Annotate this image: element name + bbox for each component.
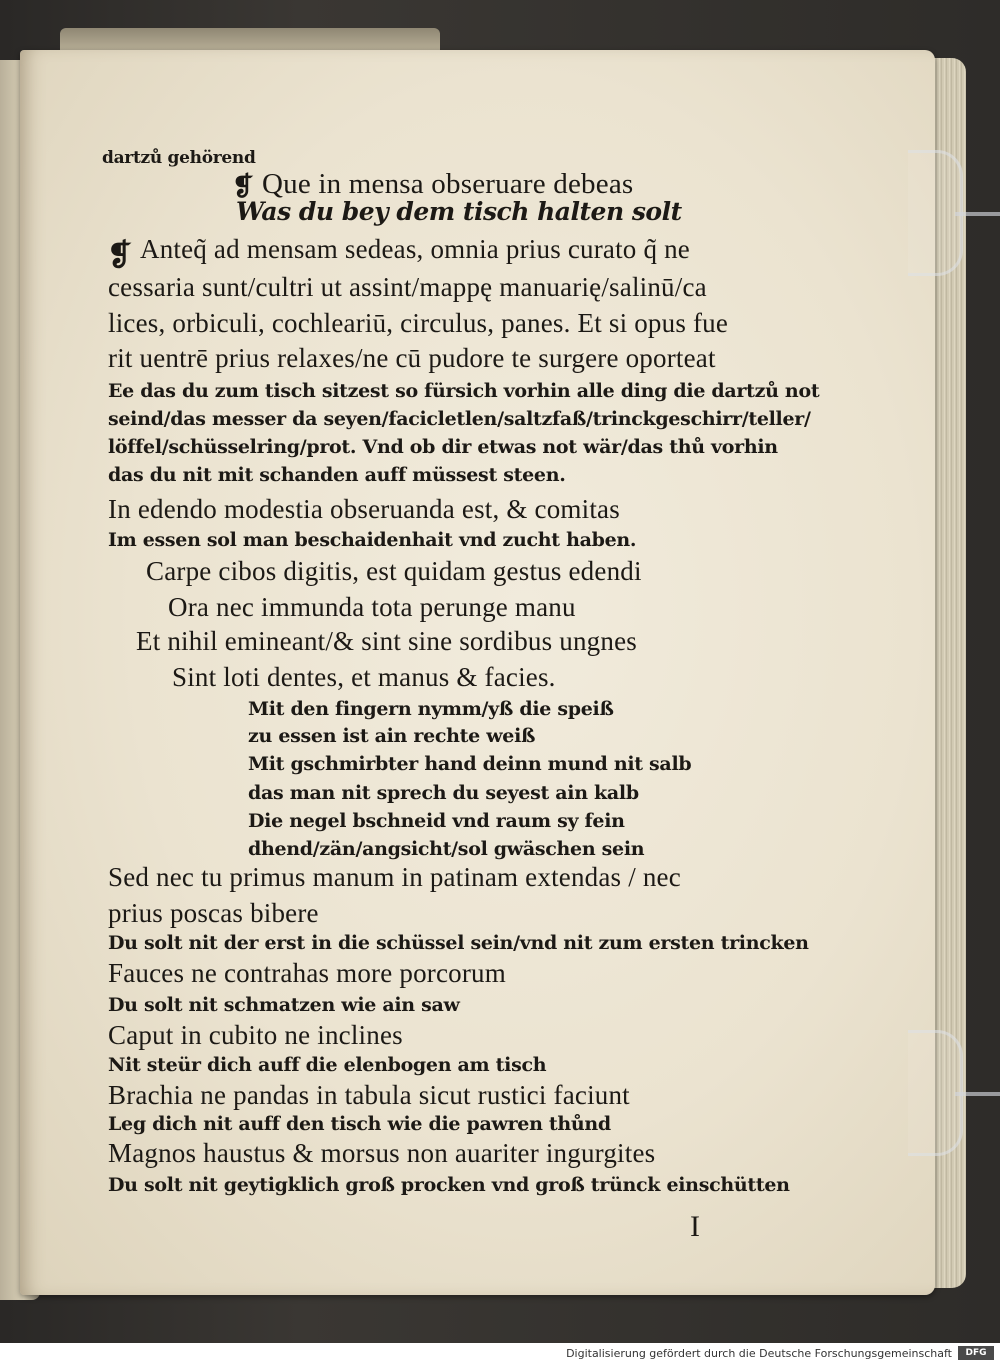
text-line: lices, orbiculi, cochleariū, circulus, panes. Et si opus fue <box>108 308 729 338</box>
footer-bar <box>0 1343 1000 1363</box>
verse-line: zu essen ist ain rechte weiß <box>248 725 536 747</box>
text-line: Du solt nit schmatzen wie ain saw <box>108 994 460 1016</box>
text-line: seind/das messer da seyen/facicletlen/saltzfaß/trinckgeschirr/teller/ <box>108 408 811 430</box>
text-line: prius poscas bibere <box>108 898 319 928</box>
heading-german: Was du bey dem tisch halten solt <box>236 197 682 226</box>
text-line: Sed nec tu primus manum in patinam extendas / nec <box>108 862 681 892</box>
text-line: Nit steür dich auff die elenbogen am tisch <box>108 1054 547 1076</box>
text-line: Du solt nit der erst in die schüssel sein/vnd nit zum ersten trincken <box>108 932 809 954</box>
text-line: löffel/schüsselring/prot. Vnd ob dir etwas not wär/das thů vorhin <box>108 436 778 458</box>
verse-line: dhend/zän/angsicht/sol gwäschen sein <box>248 838 645 860</box>
verse-line: Die negel bschneid vnd raum sy fein <box>248 810 625 832</box>
footer-credit: Digitalisierung gefördert durch die Deutsche Forschungsgemeinschaft <box>566 1347 952 1360</box>
verse-line: Et nihil emineant/& sint sine sordibus ungnes <box>136 626 637 656</box>
verse-line: Carpe cibos digitis, est quidam gestus edendi <box>146 556 642 586</box>
verse-line: das man nit sprech du seyest ain kalb <box>248 782 639 804</box>
verse-line: Mit gschmirbter hand deinn mund nit salb <box>248 753 692 775</box>
text-line: Ee das du zum tisch sitzest so fürsich vorhin alle ding die dartzů not <box>108 380 820 402</box>
text-line: Im essen sol man beschaidenhait vnd zucht haben. <box>108 529 637 551</box>
pilcrow-icon: ❡ <box>107 238 133 273</box>
text-line: Du solt nit geytigklich groß procken vnd groß trünck einschütten <box>108 1174 790 1196</box>
text-line: Leg dich nit auff den tisch wie die pawren thůnd <box>108 1113 611 1135</box>
signature-mark: I <box>690 1210 700 1243</box>
catchword-top: dartzů gehörend <box>102 148 256 168</box>
text-line: Caput in cubito ne inclines <box>108 1020 403 1050</box>
text-line: Fauces ne contrahas more porcorum <box>108 958 506 988</box>
verse-line: Mit den fingern nymm/yß die speiß <box>248 698 614 720</box>
verse-line: Sint loti dentes, et manus & facies. <box>172 662 556 692</box>
text-line: In edendo modestia obseruanda est, & comitas <box>108 494 620 524</box>
text-line: Brachia ne pandas in tabula sicut rustici faciunt <box>108 1080 630 1110</box>
text-line: rit uentrē prius relaxes/ne cū pudore te surgere oporteat <box>108 343 716 373</box>
pilcrow-icon: ❡ <box>232 172 254 202</box>
text-line: Magnos haustus & morsus non auariter ingurgites <box>108 1138 656 1168</box>
text-line: das du nit mit schanden auff müssest steen. <box>108 464 566 486</box>
verse-line: Ora nec immunda tota perunge manu <box>168 592 576 622</box>
text-line: cessaria sunt/cultri ut assint/mappę manuarię/salinū/ca <box>108 272 707 302</box>
text-line: Anteq̃ ad mensam sedeas, omnia prius curato q̃ ne <box>140 234 690 264</box>
dfg-logo: DFG <box>958 1346 994 1360</box>
heading-latin: Que in mensa obseruare debeas <box>262 168 634 200</box>
